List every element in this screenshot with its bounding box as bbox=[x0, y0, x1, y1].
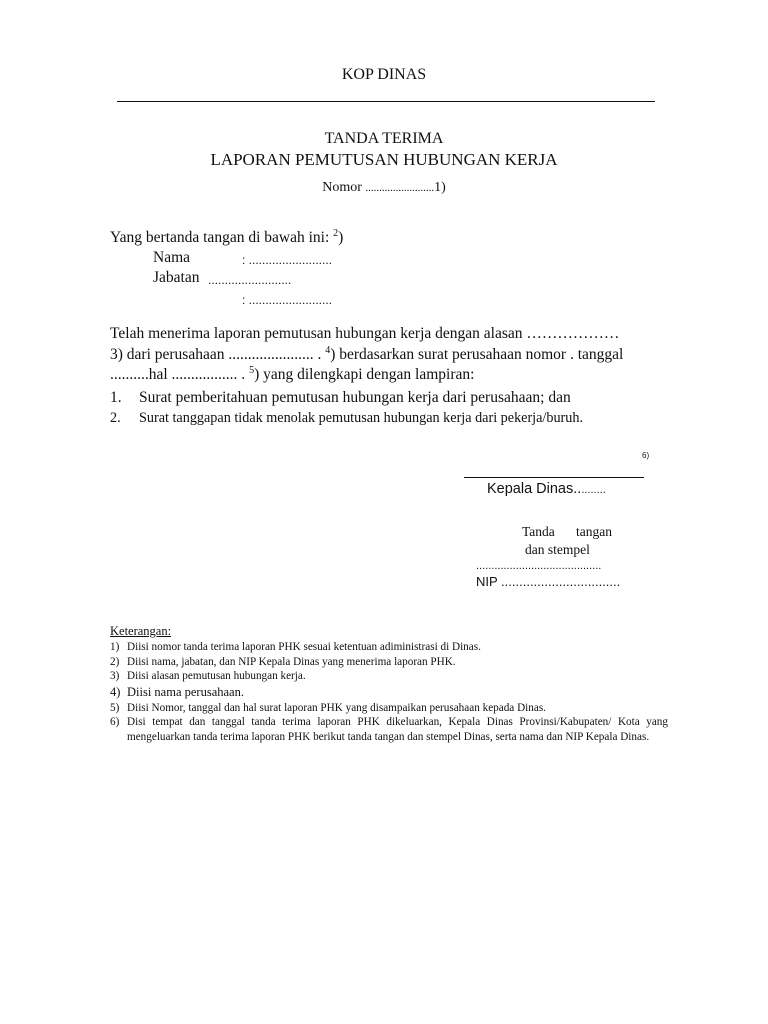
nomor-ref: 1) bbox=[434, 180, 446, 195]
signature-place-rule bbox=[464, 477, 644, 478]
attachment-item: 2. Surat tanggapan tidak menolak pemutusan hubungan kerja dari pekerja/buruh. bbox=[110, 410, 584, 426]
signature-ref: 6) bbox=[642, 451, 650, 460]
signer-intro: Yang bertanda tangan di bawah ini: $^2$) bbox=[110, 227, 344, 246]
extra-value: : ......................... bbox=[242, 293, 333, 307]
keterangan-item: 1) Diisi nomor tanda terima laporan PHK sesuai ketentuan adiministrasi di Dinas. bbox=[110, 641, 481, 653]
body-line-2: 3) dari perusahaan ...................... . $^4$) berdasarkan surat perusahaan nomor . tanggal bbox=[110, 344, 624, 363]
keterangan-item: 4) Diisi nama perusahaan. bbox=[110, 684, 244, 699]
keterangan-heading: Keterangan: bbox=[110, 624, 172, 638]
tangan-label: tangan bbox=[576, 524, 612, 539]
attachment-item: 1. Surat pemberitahuan pemutusan hubungan kerja dari perusahaan; dan bbox=[110, 389, 571, 406]
nomor-line bbox=[0, 180, 768, 196]
body-line-1: Telah menerima laporan pemutusan hubungan kerja dengan alasan ……………… bbox=[110, 325, 620, 342]
nama-label: Nama bbox=[153, 249, 191, 266]
doc-title-line1: TANDA TERIMA bbox=[324, 130, 444, 147]
nomor-dots: ......................... bbox=[365, 182, 435, 194]
header-rule bbox=[117, 101, 655, 102]
kop-dinas-heading: KOP DINAS bbox=[341, 66, 427, 83]
jabatan-dots: ......................... bbox=[208, 273, 292, 287]
kepala-dinas-title: Kepala Dinas.......... bbox=[487, 481, 606, 497]
keterangan-item: 2) Diisi nama, jabatan, dan NIP Kepala Dinas yang menerima laporan PHK. bbox=[110, 655, 456, 668]
tanda-label: Tanda bbox=[522, 524, 555, 539]
keterangan-item: 6) Disi tempat dan tanggal tanda terima laporan PHK dikeluarkan, Kepala Dinas Provinsi/Kabupaten/ Kota yang mengeluarkan tanda terima laporan PHK berikut tanda tangan dan stempel Dinas, serta nama dan NIP Kepala Dinas. bbox=[110, 716, 668, 743]
attachment-list bbox=[110, 388, 583, 428]
nama-value: : ......................... bbox=[242, 253, 333, 267]
jabatan-label: Jabatan bbox=[153, 269, 200, 286]
stempel-label: dan stempel bbox=[525, 542, 590, 557]
nomor-label: Nomor bbox=[322, 180, 362, 195]
doc-title-line2: LAPORAN PEMUTUSAN HUBUNGAN KERJA bbox=[210, 150, 558, 169]
keterangan-item: 3) Diisi alasan pemutusan hubungan kerja. bbox=[110, 670, 306, 683]
keterangan-item: 5) Diisi Nomor, tanggal dan hal surat laporan PHK yang disampaikan perusahaan kepada Dinas. bbox=[110, 701, 546, 714]
keterangan-list bbox=[110, 640, 670, 745]
body-line-3: ..........hal ................. . $^5$) yang dilengkapi dengan lampiran: bbox=[110, 364, 475, 383]
nip-line: NIP ................................. bbox=[476, 574, 621, 589]
signature-dots: ......................................... bbox=[476, 560, 602, 572]
